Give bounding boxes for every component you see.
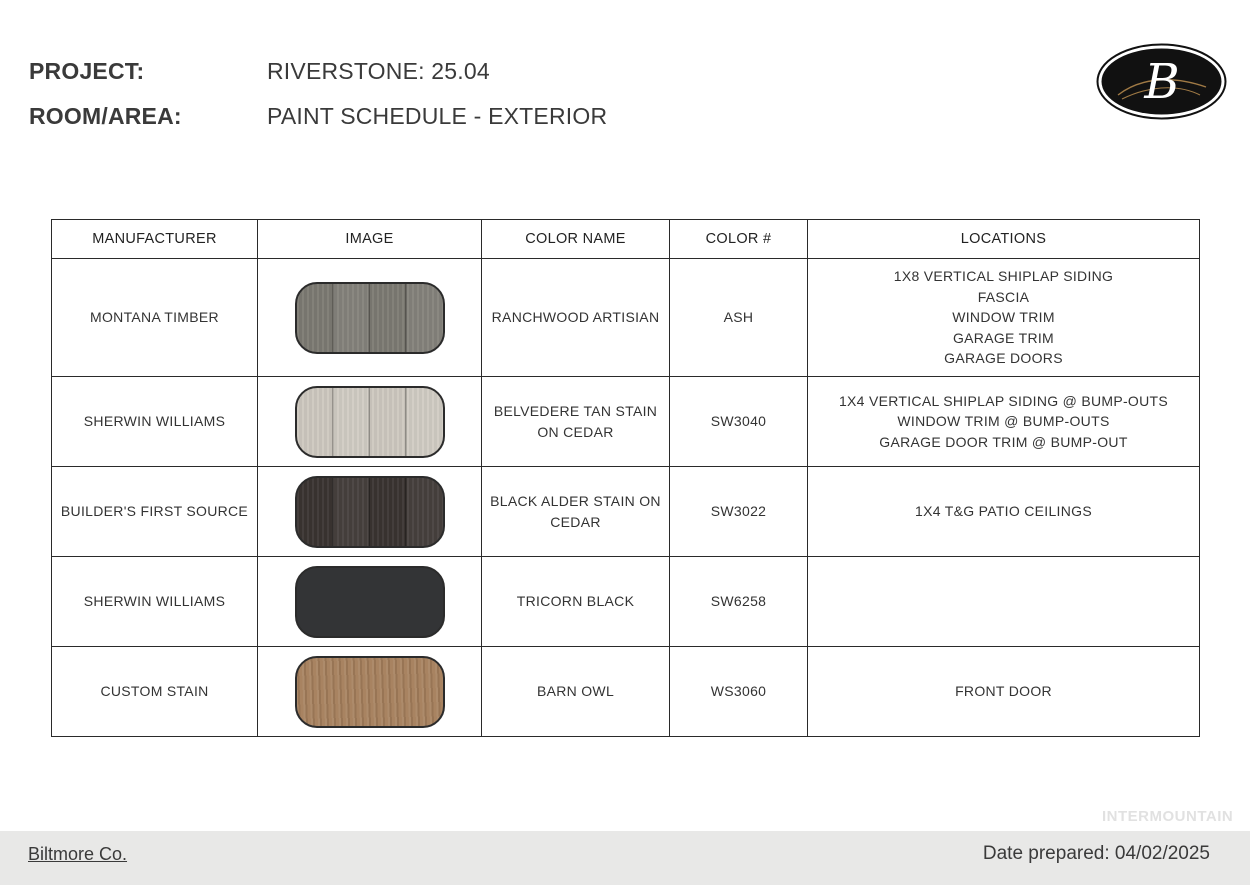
location-line: WINDOW TRIM (952, 309, 1055, 326)
locations-cell (808, 647, 1200, 737)
color-number-cell: ASH (670, 259, 808, 377)
project-value: RIVERSTONE: 25.04 (267, 58, 490, 84)
manufacturer-cell: SHERWIN WILLIAMS (52, 377, 258, 467)
color-swatch-image (295, 282, 445, 354)
image-cell (258, 377, 482, 467)
location-line: FRONT DOOR (955, 683, 1052, 700)
manufacturer-cell: CUSTOM STAIN (52, 647, 258, 737)
col-header-manufacturer: MANUFACTURER (52, 220, 258, 259)
biltmore-b-logo-icon (1096, 43, 1227, 120)
mls-watermark: INTERMOUNTAIN (1102, 808, 1234, 825)
color-name-cell: BLACK ALDER STAIN ON CEDAR (482, 467, 670, 557)
table-row (52, 259, 1200, 377)
table-header-row (52, 220, 1200, 259)
image-cell (258, 647, 482, 737)
color-swatch-image (295, 386, 445, 458)
location-line: GARAGE TRIM (952, 329, 1055, 346)
table-row (52, 647, 1200, 737)
table-row (52, 377, 1200, 467)
color-number-cell: SW6258 (670, 557, 808, 647)
color-number-cell: WS3060 (670, 647, 808, 737)
manufacturer-cell: SHERWIN WILLIAMS (52, 557, 258, 647)
locations-cell (808, 377, 1200, 467)
date-prepared: Date prepared: 04/02/2025 (982, 843, 1210, 864)
color-swatch-image (295, 656, 445, 728)
logo-letter: B (1144, 54, 1180, 110)
location-line: GARAGE DOORS (944, 350, 1063, 367)
image-cell (258, 467, 482, 557)
color-name-cell: TRICORN BLACK (482, 557, 670, 647)
manufacturer-cell: MONTANA TIMBER (52, 259, 258, 377)
company-link[interactable]: Biltmore Co. (28, 844, 128, 864)
location-line: WINDOW TRIM @ BUMP-OUTS (897, 413, 1110, 430)
locations-cell (808, 467, 1200, 557)
color-name-cell: RANCHWOOD ARTISIAN (482, 259, 670, 377)
location-line: 1X4 VERTICAL SHIPLAP SIDING @ BUMP-OUTS (838, 392, 1169, 409)
location-line: 1X8 VERTICAL SHIPLAP SIDING (893, 268, 1114, 285)
color-name-cell: BARN OWL (482, 647, 670, 737)
col-header-locations: LOCATIONS (808, 220, 1200, 259)
footer-bar (0, 831, 1250, 885)
image-cell (258, 259, 482, 377)
locations-cell (808, 259, 1200, 377)
manufacturer-cell: BUILDER'S FIRST SOURCE (52, 467, 258, 557)
table-row (52, 467, 1200, 557)
col-header-color-number: COLOR # (670, 220, 808, 259)
col-header-color-name: COLOR NAME (482, 220, 670, 259)
color-swatch-image (295, 566, 445, 638)
location-line: 1X4 T&G PATIO CEILINGS (915, 503, 1092, 520)
image-cell (258, 557, 482, 647)
locations-cell (808, 557, 1200, 647)
location-line: FASCIA (977, 288, 1030, 305)
room-area-value: PAINT SCHEDULE - EXTERIOR (267, 103, 608, 129)
location-line: GARAGE DOOR TRIM @ BUMP-OUT (879, 433, 1128, 450)
color-number-cell: SW3022 (670, 467, 808, 557)
table-row (52, 557, 1200, 647)
color-swatch-image (295, 476, 445, 548)
col-header-image: IMAGE (258, 220, 482, 259)
room-area-label: ROOM/AREA: (29, 103, 182, 129)
paint-schedule-table (51, 219, 1200, 737)
color-name-cell: BELVEDERE TAN STAIN ON CEDAR (482, 377, 670, 467)
color-number-cell: SW3040 (670, 377, 808, 467)
project-label: PROJECT: (29, 58, 145, 84)
